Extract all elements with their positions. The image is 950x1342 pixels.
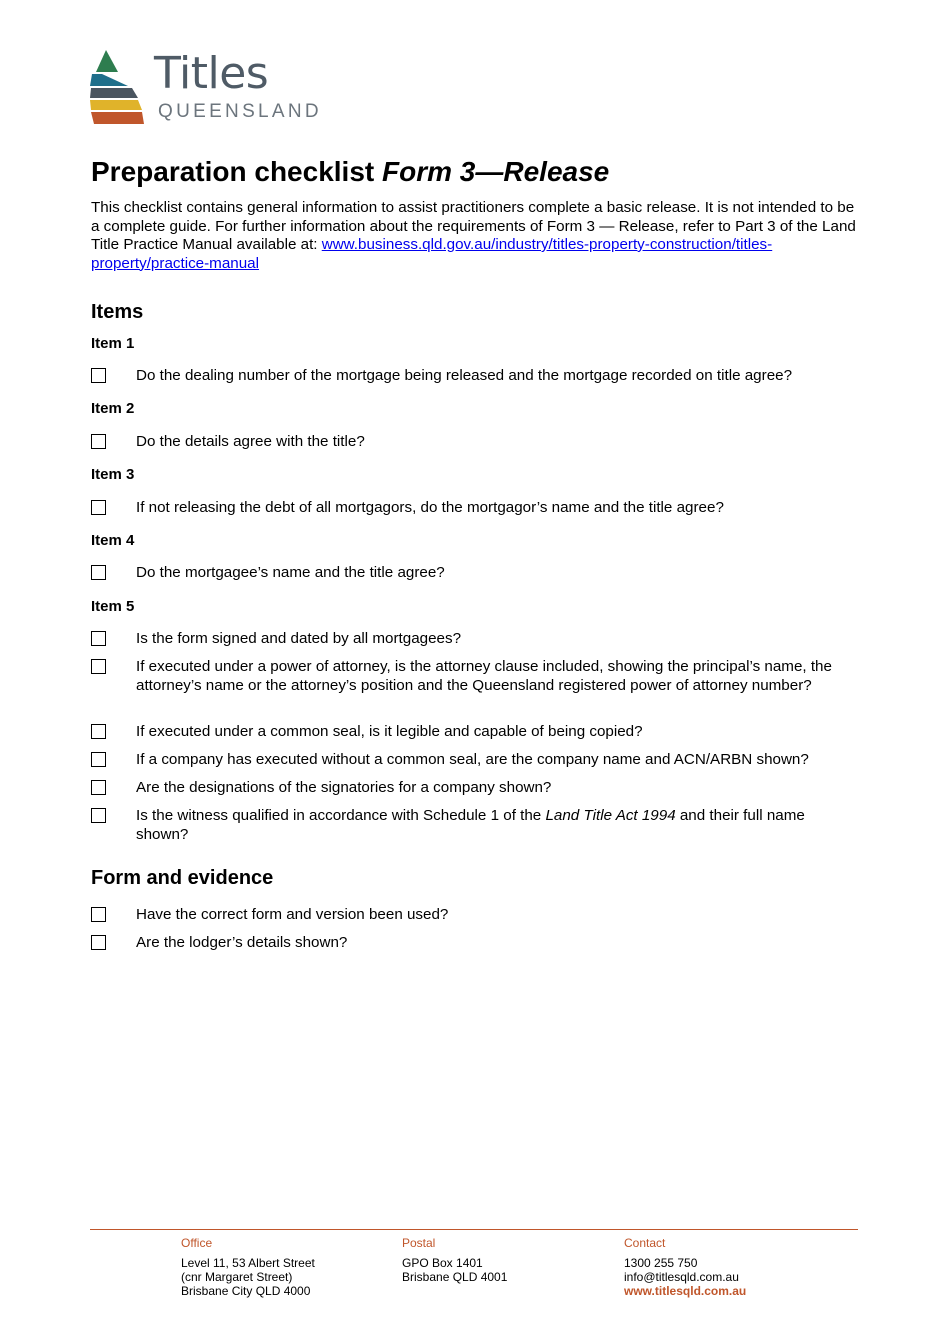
form-evidence-heading: Form and evidence (91, 867, 274, 889)
checkbox[interactable] (91, 368, 106, 383)
item-3-heading: Item 3 (91, 466, 135, 483)
intro-text: This checklist contains general information to assist practitioners complete a basic release. It is not intended to be a complete guide. For further information about the requirements of Form 3 — Release, refer to Part 3 of the Land Title Practice Manual available at: (91, 199, 856, 253)
office-line: (cnr Margaret Street) (181, 1270, 293, 1284)
office-heading: Office (181, 1236, 213, 1250)
checklist-question: If not releasing the debt of all mortgagors, do the mortgagor’s name and the title agree? (136, 499, 724, 516)
logo-stripes-icon (88, 48, 150, 130)
checkbox[interactable] (91, 434, 106, 449)
checkbox[interactable] (91, 565, 106, 580)
contact-email[interactable]: info@titlesqld.com.au (624, 1270, 739, 1284)
checklist-question: Do the dealing number of the mortgage being released and the mortgage recorded on title agree? (136, 367, 793, 384)
checklist-question: Are the lodger’s details shown? (136, 934, 348, 951)
items-heading: Items (91, 301, 144, 323)
checkbox[interactable] (91, 631, 106, 646)
item-4-heading: Item 4 (91, 532, 135, 549)
footer-postal (402, 1236, 507, 1284)
checkbox[interactable] (91, 659, 106, 674)
act-name: Land Title Act 1994 (545, 807, 676, 824)
witness-text-before: Is the witness qualified in accordance with Schedule 1 of the (136, 807, 546, 824)
footer-divider (90, 1229, 858, 1230)
logo-subtitle: QUEENSLAND (158, 101, 322, 122)
item-5-heading: Item 5 (91, 598, 135, 615)
checkbox[interactable] (91, 808, 106, 823)
checkbox[interactable] (91, 752, 106, 767)
practice-manual-link[interactable]: www.business.qld.gov.au/industry/titles-property-construction/titles-property/practice-manual (91, 236, 773, 272)
item-1-heading: Item 1 (91, 335, 135, 352)
witness-text-after: and their full name shown? (136, 807, 805, 843)
checklist-question: Do the details agree with the title? (136, 433, 365, 450)
item-2-heading: Item 2 (91, 400, 135, 417)
checklist-question: If executed under a power of attorney, is the attorney clause included, showing the principal’s name, the attorney’s name or the attorney’s position and the Queensland registered power of attorney number? (136, 658, 832, 694)
logo-wordmark: Titles (154, 48, 269, 99)
checklist-question: Is the form signed and dated by all mortgagees? (136, 630, 462, 647)
intro-paragraph (91, 199, 861, 273)
checklist-question: Do the mortgagee’s name and the title agree? (136, 564, 445, 581)
checklist-question: If executed under a common seal, is it legible and capable of being copied? (136, 723, 643, 740)
titles-queensland-logo (88, 48, 358, 130)
contact-phone: 1300 255 750 (624, 1256, 698, 1270)
checklist-question: Have the correct form and version been used? (136, 906, 449, 923)
checkbox[interactable] (91, 907, 106, 922)
checkbox[interactable] (91, 724, 106, 739)
postal-heading: Postal (402, 1236, 436, 1250)
page-title (91, 152, 609, 192)
checkbox[interactable] (91, 935, 106, 950)
checklist-question: If a company has executed without a common seal, are the company name and ACN/ARBN shown? (136, 751, 809, 768)
contact-heading: Contact (624, 1236, 666, 1250)
office-line: Brisbane City QLD 4000 (181, 1284, 311, 1298)
checkbox[interactable] (91, 500, 106, 515)
contact-website-link[interactable]: www.titlesqld.com.au (624, 1284, 747, 1298)
checklist-question-witness (136, 807, 851, 844)
checkbox[interactable] (91, 780, 106, 795)
office-line: Level 11, 53 Albert Street (181, 1256, 315, 1270)
title-form: Form 3—Release (382, 156, 610, 187)
title-main: Preparation checklist (91, 156, 383, 187)
footer-contact (624, 1236, 746, 1298)
postal-line: Brisbane QLD 4001 (402, 1270, 508, 1284)
postal-line: GPO Box 1401 (402, 1256, 483, 1270)
checklist-question: Are the designations of the signatories for a company shown? (136, 779, 552, 796)
footer-office (181, 1236, 315, 1298)
